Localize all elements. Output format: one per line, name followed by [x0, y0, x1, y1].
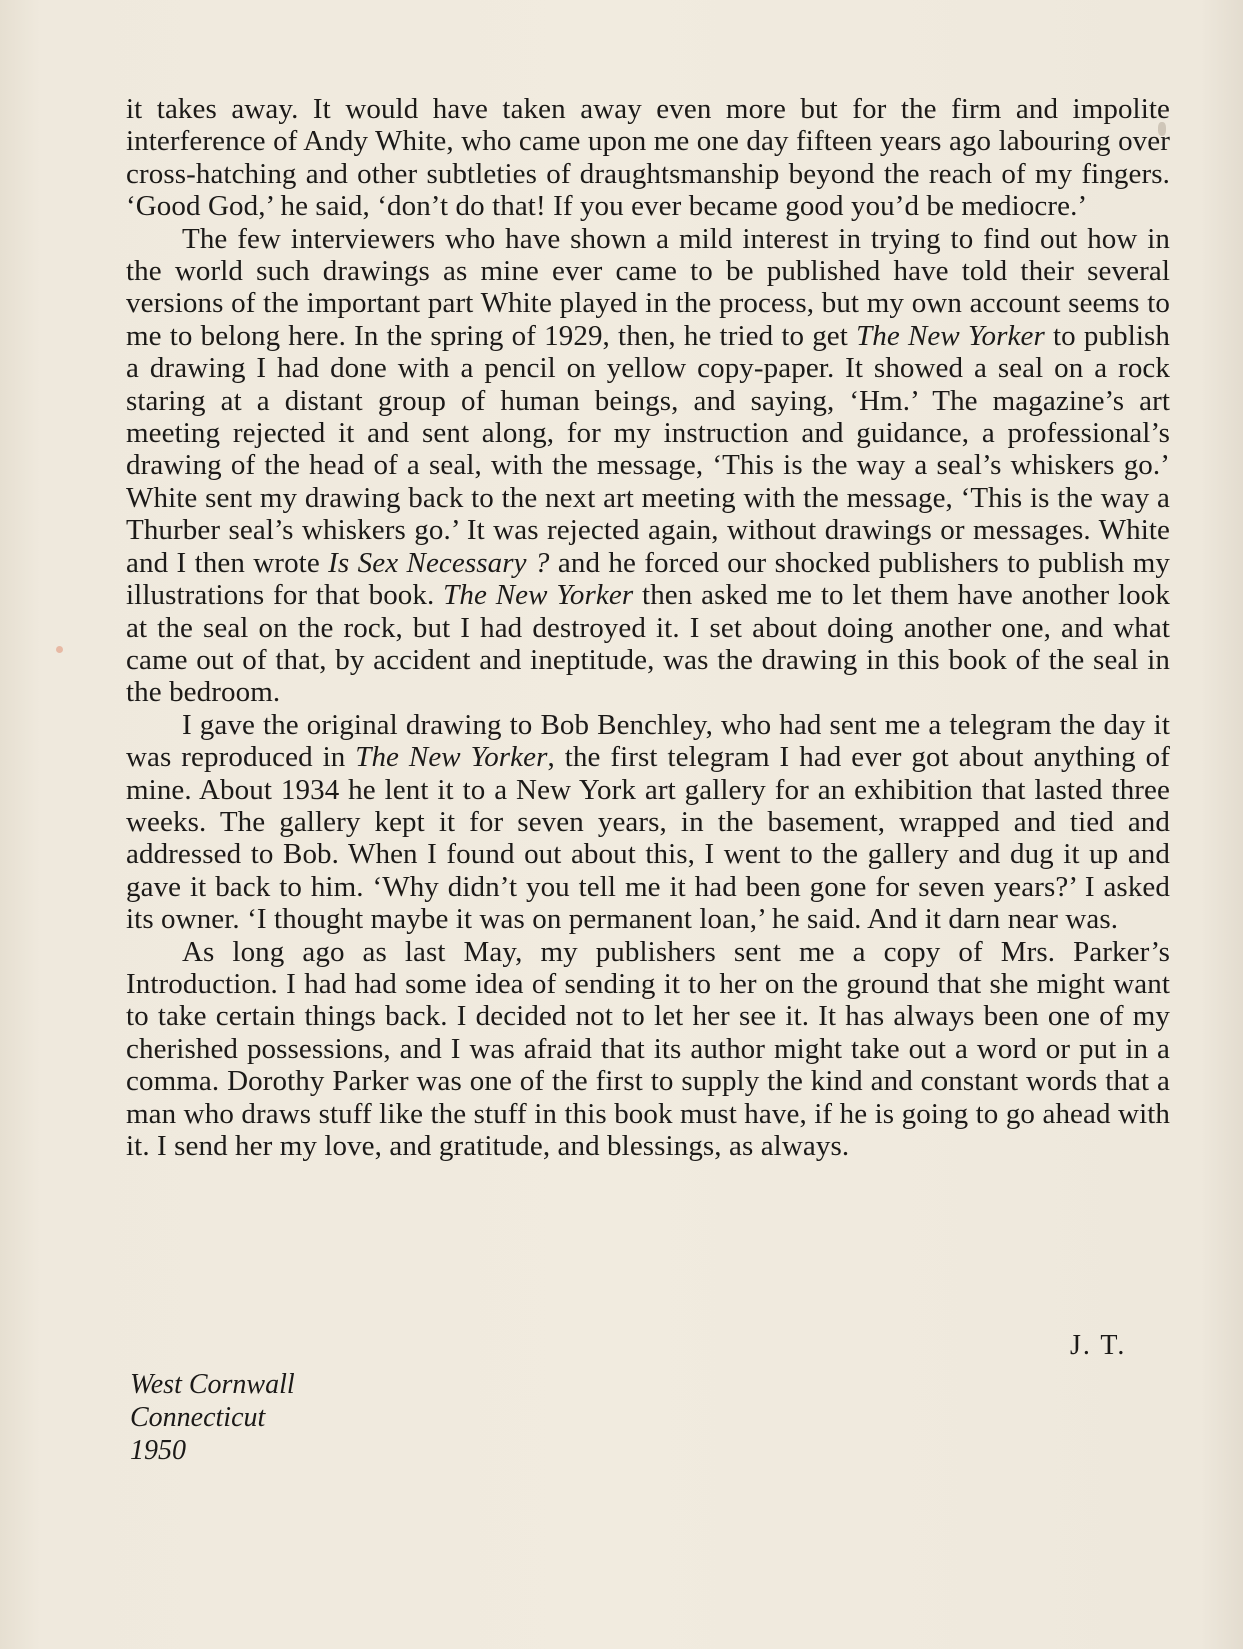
text-run: I gave the original drawing to Bob Benchley, who had sent me a telegram the day it was reproduced in — [126, 708, 1170, 774]
text-run: then asked me to let them have another look at the seal on the rock, but I had destroyed it. I set about doing another one, and what came out of that, by accident and ineptitude, was the drawing in this book of the seal in the bedroom. — [126, 579, 1170, 709]
text-run: and he forced our shocked publishers to publish my illustrations for that book. — [126, 546, 1170, 612]
place-year: 1950 — [130, 1435, 186, 1466]
paper-speck — [56, 646, 63, 653]
body-text — [126, 93, 1170, 1162]
signature-initials: J. T. — [1070, 1330, 1127, 1361]
text-run: The few interviewers who have shown a mild interest in trying to find out how in the world such drawings as mine ever came to be published have told their several versions of the important part White played in the process, but my own account seems to me to belong here. In the spring of 1929, then, he tried to get — [126, 222, 1170, 352]
place-town: West Cornwall — [130, 1369, 295, 1400]
place-and-date — [130, 1368, 295, 1467]
paragraph-3 — [126, 709, 1170, 936]
italic-title: The New Yorker — [443, 579, 634, 612]
italic-title: Is Sex Necessary ? — [328, 546, 550, 579]
italic-title: The New Yorker — [355, 741, 548, 774]
place-state: Connecticut — [130, 1402, 266, 1433]
text-run: , the first telegram I had ever got about anything of mine. About 1934 he lent it to a New York art gallery for an exhibition that lasted three weeks. The gallery kept it for seven years, in the basement, wrapped and tied and addressed to Bob. When I found out about this, I went to the gallery and dug it up and gave it back to him. ‘Why didn’t you tell me it had been gone for seven years?’ I asked its owner. ‘I thought maybe it was on permanent loan,’ he said. And it darn near was. — [126, 741, 1170, 936]
text-run: to publish a drawing I had done with a pencil on yellow copy-paper. It showed a seal on a rock staring at a distant group of human beings, and saying, ‘Hm.’ The magazine’s art meeting rejected it and sent along, for my instruction and guidance, a professional’s drawing of the head of a seal, with the message, ‘This is the way a seal’s whiskers go.’ White sent my drawing back to the next art meeting with the message, ‘This is the way a Thurber seal’s whiskers go.’ It was rejected again, without drawings or messages. White and I then wrote — [126, 319, 1170, 579]
text-run: As long ago as last May, my publishers sent me a copy of Mrs. Parker’s Introduction. I had had some idea of sending it to her on the ground that she might want to take certain things back. I decided not to let her see it. It has always been one of my cherished possessions, and I was afraid that its author might take out a word or put in a comma. Dorothy Parker was one of the first to supply the kind and constant words that a man who draws stuff like the stuff in this book must have, if he is going to go ahead with it. I send her my love, and gratitude, and blessings, as always. — [126, 935, 1170, 1162]
paragraph-2 — [126, 223, 1170, 709]
paragraph-4 — [126, 936, 1170, 1163]
paragraph-1 — [126, 93, 1170, 223]
text-run: it takes away. It would have taken away even more but for the firm and impolite interference of Andy White, who came upon me one day fifteen years ago labouring over cross-hatching and other subtleties of draughtsmanship beyond the reach of my fingers. ‘Good God,’ he said, ‘don’t do that! If you ever became good you’d be mediocre.’ — [126, 93, 1170, 223]
italic-title: The New Yorker — [856, 319, 1045, 352]
